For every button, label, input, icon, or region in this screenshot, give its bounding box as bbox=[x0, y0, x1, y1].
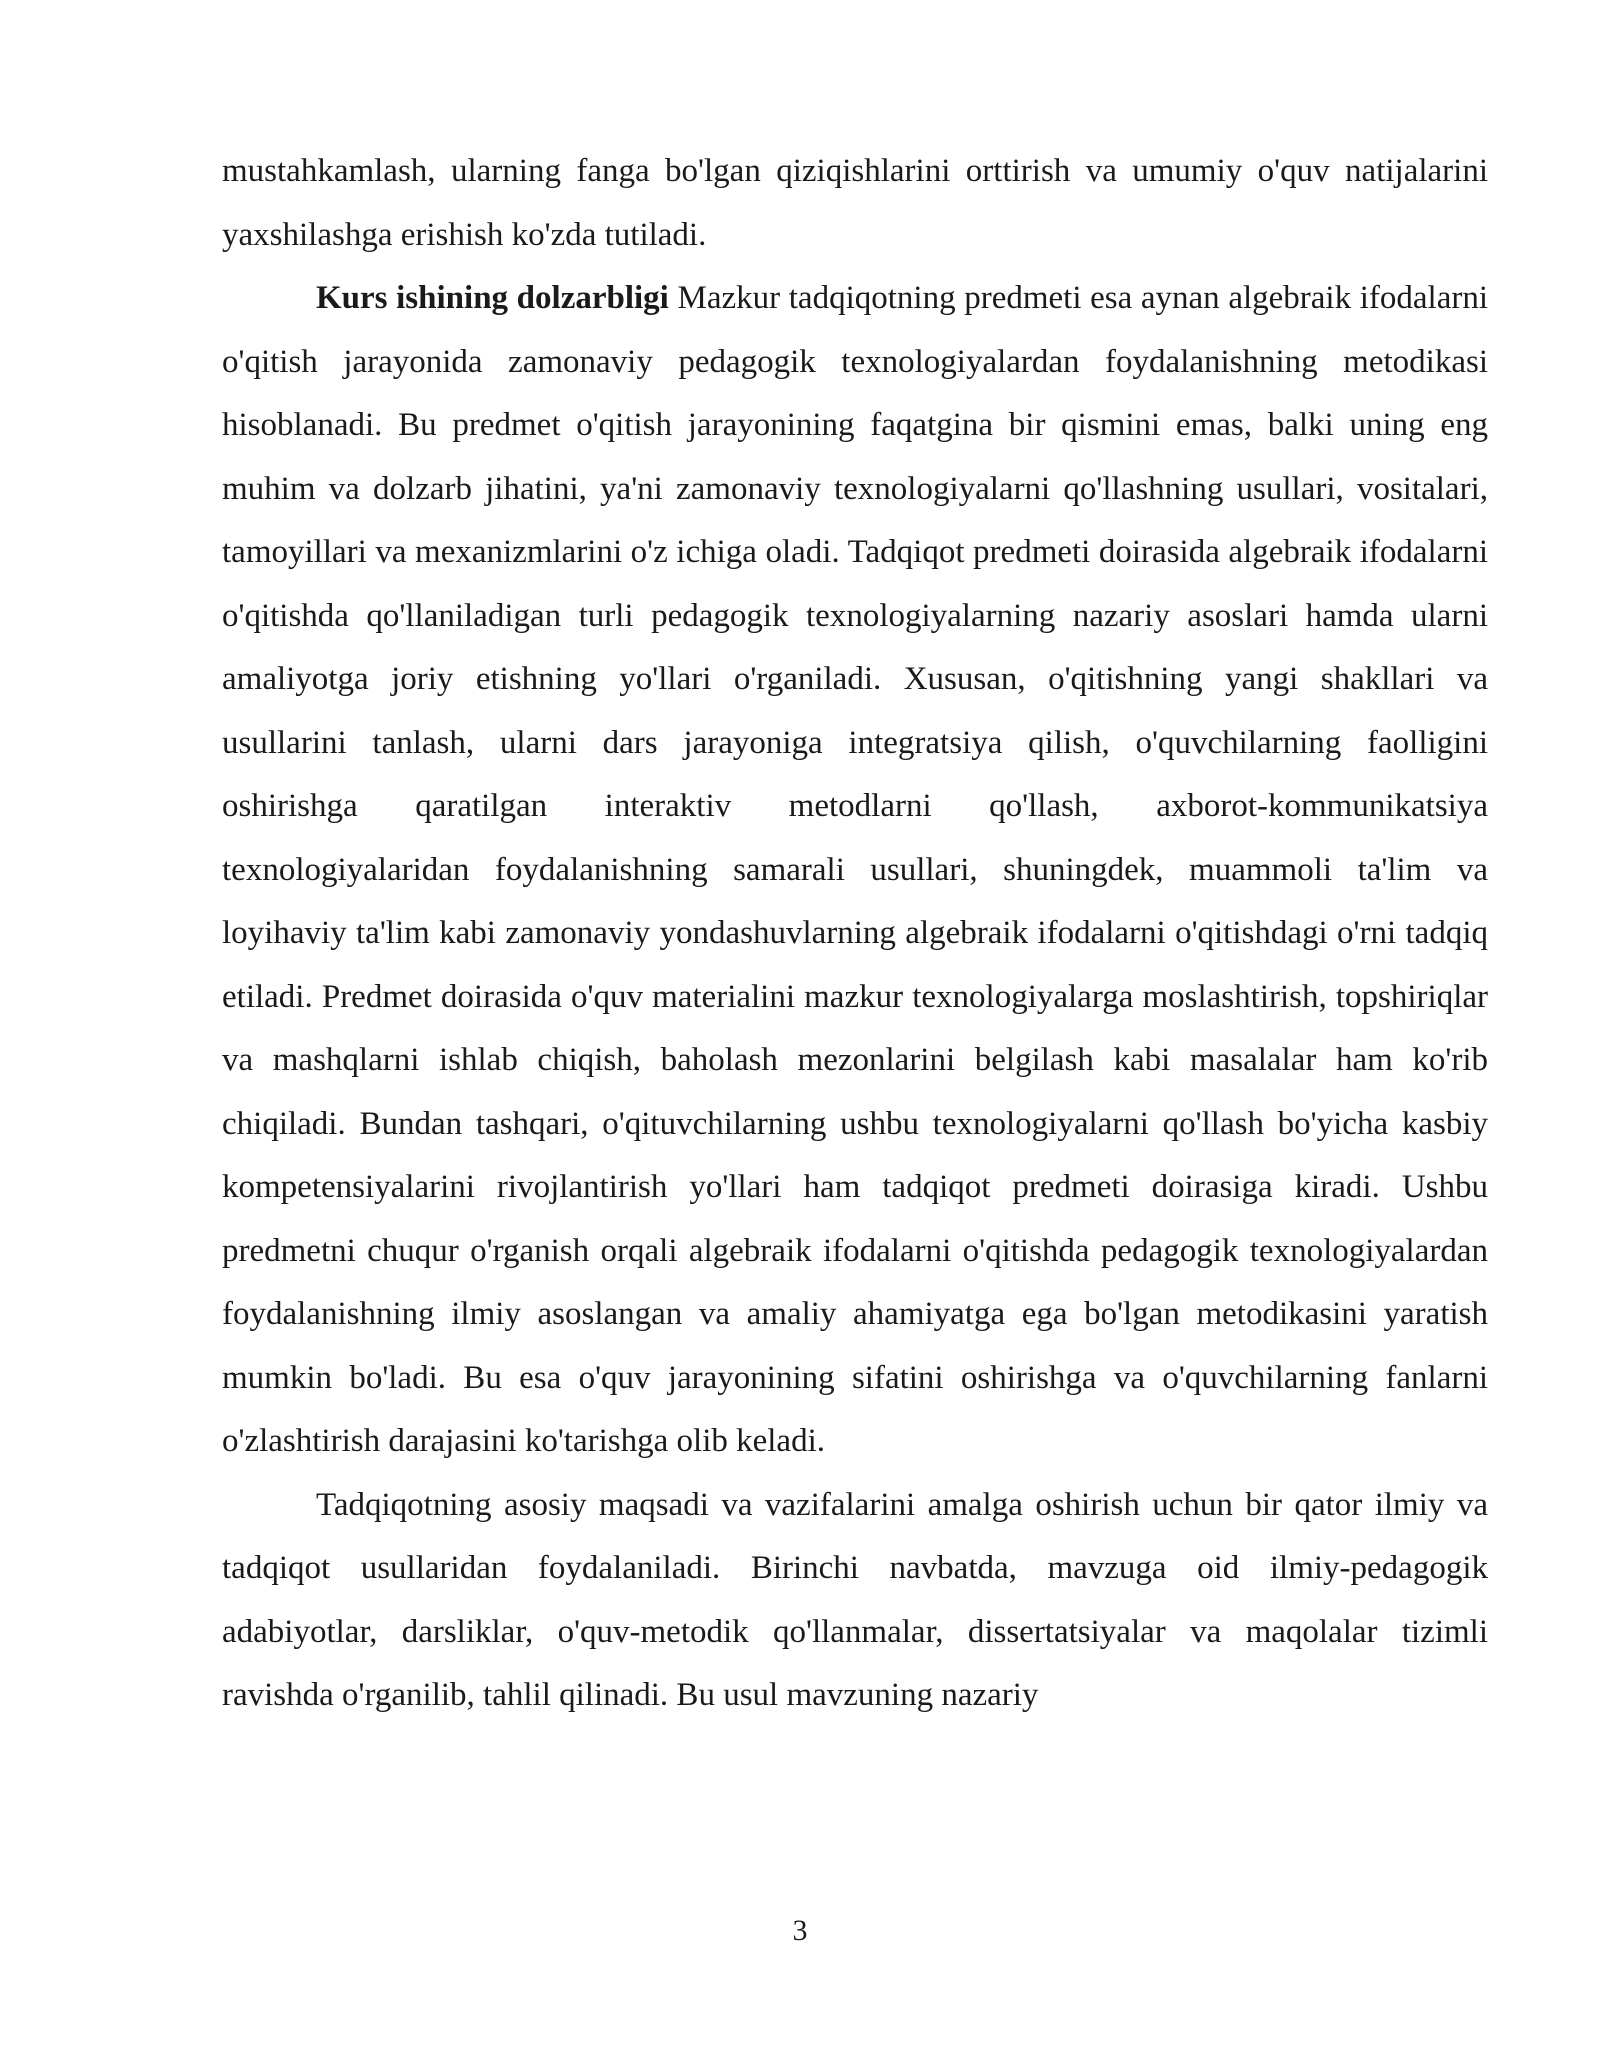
paragraph-methods bbox=[222, 1474, 1488, 1728]
paragraph-text: Tadqiqotning asosiy maqsadi va vazifalarini amalga oshirish uchun bir qator ilmiy va tadqiqot usullaridan foydalaniladi. Birinchi navbatda, mavzuga oid ilmiy-pedagogik adabiyotlar, darsliklar, o'quv-metodik qo'llanmalar, dissertatsiyalar va maqolalar tizimli ravishda o'rganilib, tahlil qilinadi. Bu usul mavzuning nazariy bbox=[222, 1486, 1488, 1713]
paragraph-heading: Kurs ishining dolzarbligi bbox=[316, 280, 669, 316]
document-body bbox=[222, 140, 1488, 1728]
paragraph-continuation bbox=[222, 140, 1488, 267]
page-number: 3 bbox=[792, 1914, 808, 1947]
paragraph-relevance bbox=[222, 267, 1488, 1474]
paragraph-text: mustahkamlash, ularning fanga bo'lgan qiziqishlarini orttirish va umumiy o'quv natijalarini yaxshilashga erishish ko'zda tutiladi. bbox=[222, 153, 1488, 253]
paragraph-text: Mazkur tadqiqotning predmeti esa aynan algebraik ifodalarni o'qitish jarayonida zamonaviy pedagogik texnologiyalardan foydalanishning metodikasi hisoblanadi. Bu predmet o'qitish jarayonining faqatgina bir qismini emas, balki uning eng muhim va dolzarb jihatini, ya'ni zamonaviy texnologiyalarni qo'llashning usullari, vositalari, tamoyillari va mexanizmlarini o'z ichiga oladi. Tadqiqot predmeti doirasida algebraik ifodalarni o'qitishda qo'llaniladigan turli pedagogik texnologiyalarning nazariy asoslari hamda ularni amaliyotga joriy etishning yo'llari o'rganiladi. Xususan, o'qitishning yangi shakllari va usullarini tanlash, ularni dars jarayoniga integratsiya qilish, o'quvchilarning faolligini oshirishga qaratilgan interaktiv metodlarni qo'llash, axborot-kommunikatsiya texnologiyalaridan foydalanishning samarali usullari, shuningdek, muammoli ta'lim va loyihaviy ta'lim kabi zamonaviy yondashuvlarning algebraik ifodalarni o'qitishdagi o'rni tadqiq etiladi. Predmet doirasida o'quv materialini mazkur texnologiyalarga moslashtirish, topshiriqlar va mashqlarni ishlab chiqish, baholash mezonlarini belgilash kabi masalalar ham ko'rib chiqiladi. Bundan tashqari, o'qituvchilarning ushbu texnologiyalarni qo'llash bo'yicha kasbiy kompetensiyalarini rivojlantirish yo'llari ham tadqiqot predmeti doirasiga kiradi. Ushbu predmetni chuqur o'rganish orqali algebraik ifodalarni o'qitishda pedagogik texnologiyalardan foydalanishning ilmiy asoslangan va amaliy ahamiyatga ega bo'lgan metodikasini yaratish mumkin bo'ladi. Bu esa o'quv jarayonining sifatini oshirishga va o'quvchilarning fanlarni o'zlashtirish darajasini ko'tarishga olib keladi. bbox=[222, 280, 1488, 1459]
